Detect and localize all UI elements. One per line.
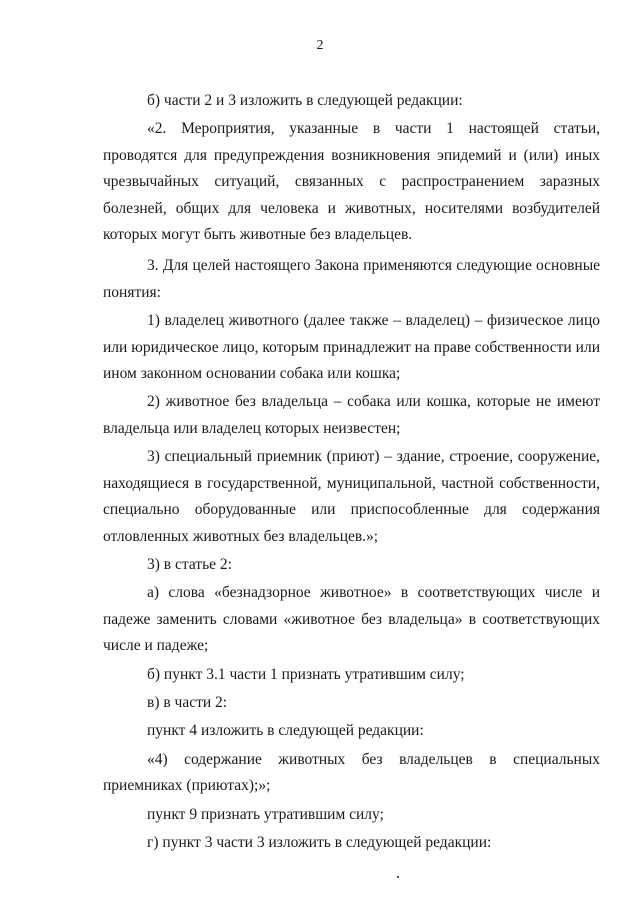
paragraph: б) пункт 3.1 части 1 признать утратившим силу; [147, 665, 465, 683]
paragraph: а) слова «безнадзорное животное» в соответствующих числе и падеже заменить словами «животное без владельца» в соответствующих числе и падеже; [103, 584, 600, 655]
paragraph: 1) владелец животного (далее также – владелец) – физическое лицо или юридическое лицо, которым принадлежит на праве собственности или ином законном основании собака или кошка; [103, 312, 600, 383]
paragraph: б) части 2 и 3 изложить в следующей редакции: [147, 92, 463, 109]
paragraph: 3) специальный приемник (приют) – здание, строение, сооружение, находящиеся в государственной, муниципальной, частной собственности, специально оборудованные или приспособленные для содержания отловленных животных без владельцев.»; [103, 448, 600, 545]
scan-speck [397, 876, 399, 878]
paragraph: пункт 4 изложить в следующей редакции: [147, 722, 424, 740]
paragraph: «4) содержание животных без владельцев в специальных приемниках (приютах);»; [103, 750, 600, 795]
paragraph: пункт 9 признать утратившим силу; [147, 805, 384, 823]
paragraph: 2) животное без владельца – собака или кошка, которые не имеют владельца или владелец которых неизвестен; [103, 393, 600, 437]
page-number: 2 [316, 38, 324, 53]
paragraph: г) пункт 3 части 3 изложить в следующей редакции: [147, 833, 492, 851]
paragraph: 3) в статье 2: [147, 555, 232, 573]
paragraph: в) в части 2: [147, 693, 228, 711]
paragraph: 3. Для целей настоящего Закона применяются следующие основные понятия: [103, 257, 600, 301]
document-body [103, 88, 600, 856]
paragraph: «2. Мероприятия, указанные в части 1 настоящей статьи, проводятся для предупреждения возникновения эпидемий и (или) иных чрезвычайных ситуаций, связанных с распространением заразных болезней, общих для человека и животных, носителями возбудителей которых могут быть животные без владельцев. [103, 120, 600, 244]
